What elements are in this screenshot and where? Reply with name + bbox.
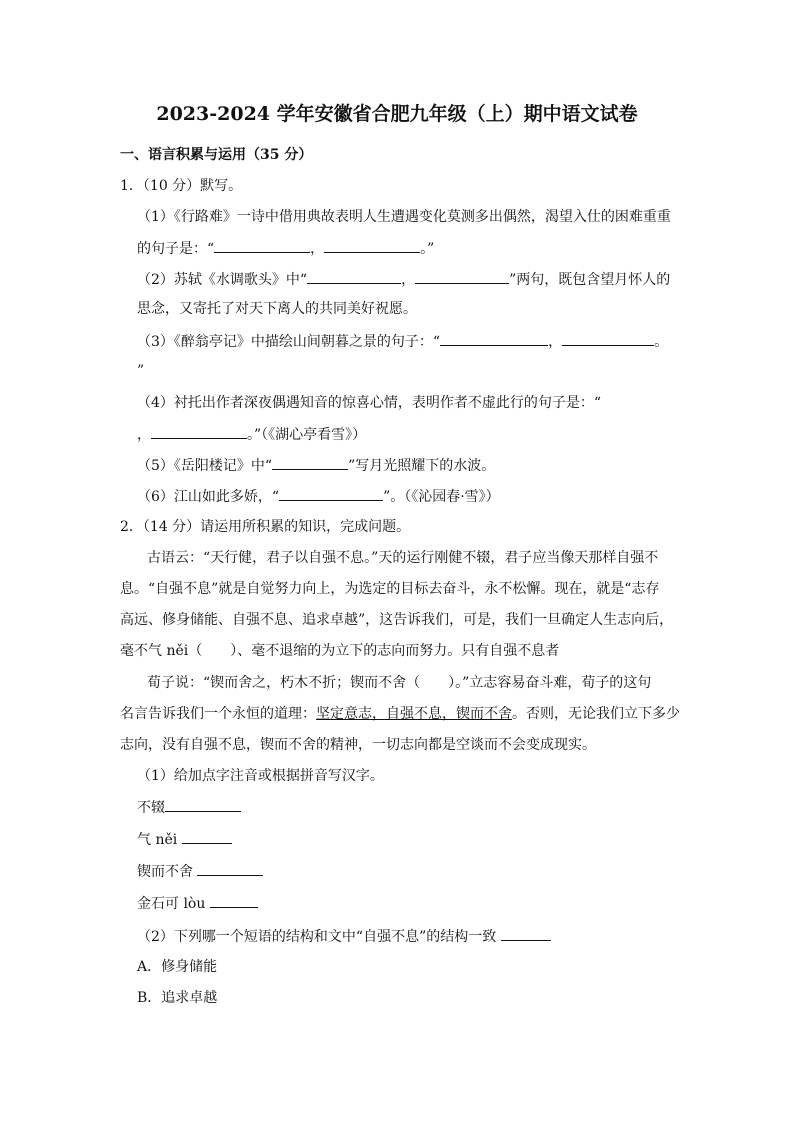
underlined-phrase: 坚定意志，自强不息，锲而不舍 [316,706,512,722]
answer-blank[interactable] [307,269,401,284]
passage1-line4: 毫不气 něi（ ）、毫不退缩的为立下的志向而努力。只有自强不息者 [120,643,560,659]
word-item-4: 金石可 lòu [137,893,258,914]
answer-blank[interactable] [440,331,548,346]
q2-sub2-prompt: （2）下列哪一个短语的结构和文中“自强不息”的结构一致 [137,926,551,947]
question-2-heading: 2．（14 分）请运用所积累的知识，完成问题。 [120,519,411,535]
q1-item2-line2: 思念，又寄托了对天下离人的共同美好祝愿。 [137,301,417,317]
answer-blank[interactable] [165,797,241,812]
section-heading: 一、语言积累与运用（35 分） [120,147,313,163]
answer-blank[interactable] [214,238,310,253]
q1-item5: （5）《岳阳楼记》中“ ”写月光照耀下的水波。 [137,455,495,476]
answer-blank[interactable] [562,331,654,346]
q1-item2-line1: （2）苏轼《水调歌头》中“ ， ”两句，既包含望月怀人的 [137,269,670,290]
q1-item3-line2: ” [137,363,145,379]
question-1-heading: 1．（10 分）默写。 [120,178,243,194]
answer-blank[interactable] [272,455,348,470]
answer-blank[interactable] [197,861,263,876]
passage2-line2: 名言告诉我们一个永恒的道理：坚定意志，自强不息，锲而不舍。否则，无论我们立下多少 [120,706,680,722]
q1-item4-line2: ， 。”（《湖心亭看雪》） [137,424,366,445]
answer-blank[interactable] [210,893,258,908]
page-title: 2023-2024 学年安徽省合肥九年级（上）期中语文试卷 [156,103,638,125]
passage2-line3: 志向，没有自强不息，锲而不舍的精神，一切志向都是空谈而不会变成现实。 [120,737,596,753]
answer-blank[interactable] [501,926,551,941]
answer-blank[interactable] [324,238,420,253]
passage1-line3: 高远、修身储能、自强不息、追求卓越”，这告诉我们，可是，我们一旦确定人生志向后， [120,612,674,628]
answer-blank[interactable] [151,424,247,439]
q1-item4-line1: （4）衬托出作者深夜偶遇知音的惊喜心情，表明作者不虚此行的句子是：“ [137,395,602,411]
q2-sub1-prompt: （1）给加点字注音或根据拼音写汉字。 [137,768,384,784]
passage2-line1: 荀子说：“锲而舍之，朽木不折；锲而不舍（ ）。”立志容易奋斗难，荀子的这句 [147,675,652,691]
answer-blank[interactable] [279,486,383,501]
q1-item3-line1: （3）《醉翁亭记》中描绘山间朝暮之景的句子：“ ， 。 [137,331,668,352]
q1-item1-line2: 的句子是：“ ， 。” [137,238,434,259]
word-item-2: 气 něi [137,829,232,850]
word-item-1: 不辍 [137,797,241,818]
q1-item6: （6）江山如此多娇，“ ”。（《沁园春·雪》） [137,486,500,507]
answer-blank[interactable] [415,269,509,284]
option-a: A．修身储能 [137,959,218,975]
passage1-line1: 古语云：“天行健，君子以自强不息。”天的运行刚健不辍，君子应当像天那样自强不 [147,550,659,566]
word-item-3: 锲而不舍 [137,861,263,882]
answer-blank[interactable] [182,829,232,844]
option-b: B．追求卓越 [137,990,218,1006]
passage1-line2: 息。“自强不息”就是自觉努力向上，为选定的目标去奋斗，永不松懈。现在，就是“志存 [120,581,660,597]
q1-item1-line1: （1）《行路难》一诗中借用典故表明人生遭遇变化莫测多出偶然，渴望入仕的困难重重 [137,209,671,225]
